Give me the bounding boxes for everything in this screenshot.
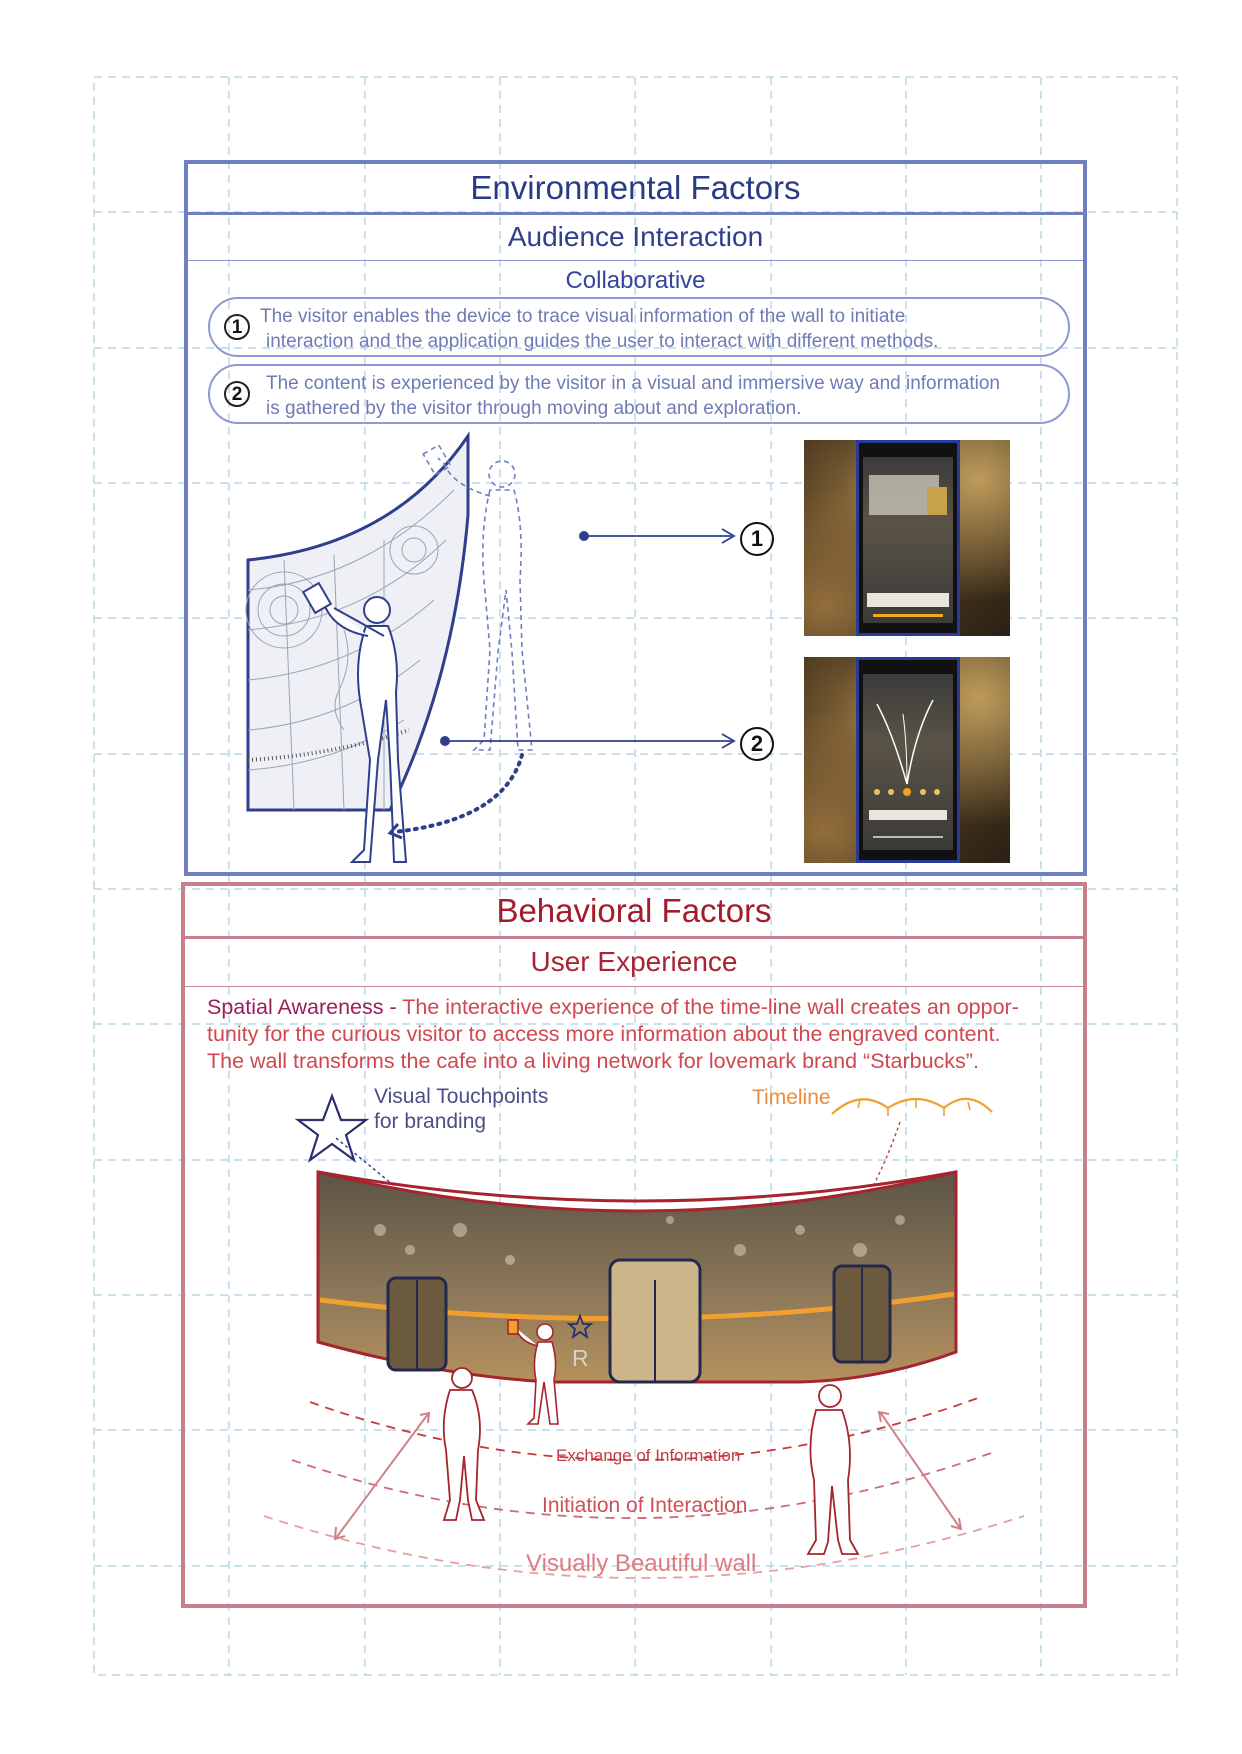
wall-letter: R [572, 1345, 589, 1371]
paragraph-line-1: The interactive experience of the time-line wall creates an oppor- [396, 995, 1019, 1019]
timeline-wall-illustration [240, 1080, 1040, 1600]
touchpoints-line-2: for branding [374, 1110, 487, 1133]
point-2-number: 2 [224, 381, 250, 407]
point-2-text [260, 371, 1052, 421]
point-1-number: 1 [224, 314, 250, 340]
initiation-of-interaction-label: Initiation of Interaction [542, 1494, 748, 1517]
callout-1-number: 1 [740, 522, 774, 556]
phone-1 [856, 440, 960, 636]
phone-1-progress [873, 614, 943, 617]
spatial-awareness-paragraph [207, 994, 1069, 1075]
phone-1-screen-tag [927, 487, 947, 515]
curved-wall [248, 436, 468, 810]
phone-1-screen [863, 457, 953, 623]
phone-2 [856, 657, 960, 863]
left-person-figure [444, 1368, 484, 1520]
point-2-line-2: is gathered by the visitor through moving about and exploration. [266, 398, 802, 419]
spatial-awareness-term: Spatial Awareness - [207, 995, 397, 1019]
collaborative-label: Collaborative [565, 267, 706, 294]
left-double-arrow [335, 1413, 429, 1539]
paragraph-line-3: The wall transforms the cafe into a living network for lovemark brand “Starbucks”. [207, 1049, 979, 1073]
phone-2-screen-button [869, 810, 947, 820]
phone-2-slider [873, 836, 943, 838]
right-person-figure [808, 1385, 858, 1554]
phone-2-screen [863, 674, 953, 850]
paragraph-line-2: tunity for the curious visitor to access more information about the engraved content. [207, 1022, 1001, 1046]
user-experience-subtitle: User Experience [185, 938, 1083, 987]
right-double-arrow [879, 1412, 961, 1529]
behavioral-title: Behavioral Factors [185, 886, 1083, 939]
visual-touchpoints-label [374, 1084, 548, 1134]
point-1-box [208, 297, 1070, 357]
point-1-text [260, 304, 1052, 354]
touchpoints-line-1: Visual Touchpoints [374, 1085, 549, 1108]
phone-1-screen-button [867, 593, 949, 607]
timeline-label: Timeline [752, 1086, 831, 1109]
audience-interaction-subtitle: Audience Interaction [188, 214, 1083, 261]
point-2-line-1: The content is experienced by the visitor in a visual and immersive way and information [266, 373, 1000, 394]
app-screenshot-photo-1 [804, 440, 1010, 636]
point-2-box [208, 364, 1070, 424]
environmental-title: Environmental Factors [188, 164, 1083, 215]
star-icon [298, 1096, 366, 1160]
callout-2-number: 2 [740, 727, 774, 761]
timeline-icon [832, 1099, 992, 1114]
phone-2-light-trails [863, 674, 951, 854]
exchange-of-information-label: Exchange of Information [556, 1446, 741, 1465]
point-1-line-2: interaction and the application guides the user to interact with different methods. [266, 331, 939, 352]
wall-interaction-illustration [184, 430, 784, 875]
app-screenshot-photo-2 [804, 657, 1010, 863]
point-1-line-1: The visitor enables the device to trace visual information of the wall to initiate [260, 306, 906, 327]
visually-beautiful-wall-label: Visually Beautiful wall [526, 1550, 757, 1577]
movement-path [394, 755, 522, 832]
